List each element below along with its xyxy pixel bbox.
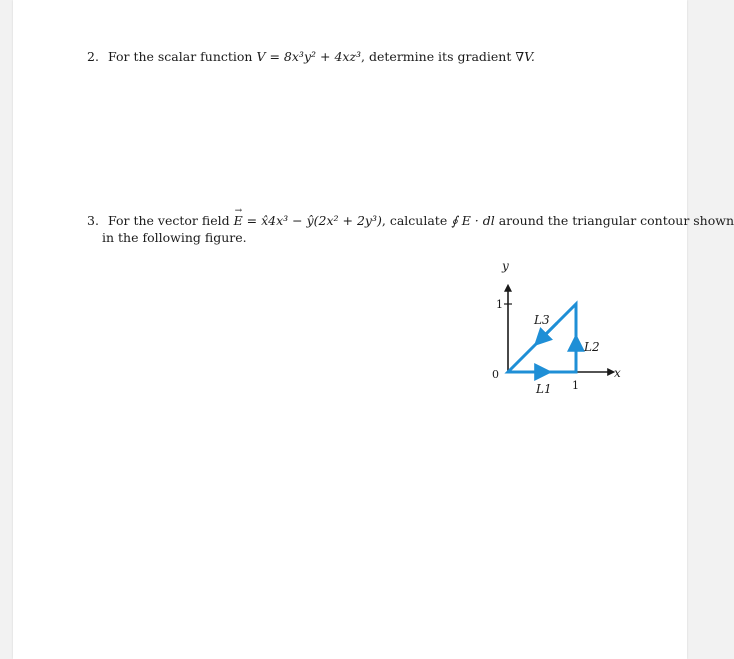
problem-3-field-lhs: → E [234, 213, 243, 229]
y-tick-label: 1 [496, 298, 503, 311]
problem-2-text-before: For the scalar function [107, 49, 253, 64]
x-tick-label: 1 [572, 379, 579, 392]
segment-label-l1: L1 [536, 382, 552, 396]
problem-3-integral: ∮ E · dl [451, 213, 495, 228]
problem-3-number: 3. [87, 213, 99, 228]
problem-2-number: 2. [87, 49, 99, 64]
segment-label-l3: L3 [534, 313, 550, 327]
problem-2-text-after: , determine its gradient [361, 49, 512, 64]
problem-2-gradient: ∇V. [515, 49, 535, 64]
problem-3-text-before: For the vector field [107, 213, 230, 228]
problem-3-field-rhs: = x̂4x³ − ŷ(2x² + 2y³) [242, 213, 382, 228]
problem-2-equation: V = 8x³y² + 4xz³ [256, 49, 362, 64]
x-axis-label: x [614, 366, 621, 380]
problem-3-text-mid: , calculate [381, 213, 448, 228]
origin-label: 0 [492, 368, 499, 381]
y-axis-label: y [502, 259, 509, 273]
problem-3-line2: in the following figure. [102, 230, 247, 245]
problem-3-text-after: around the triangular contour shown [498, 213, 734, 228]
segment-label-l2: L2 [584, 340, 600, 354]
